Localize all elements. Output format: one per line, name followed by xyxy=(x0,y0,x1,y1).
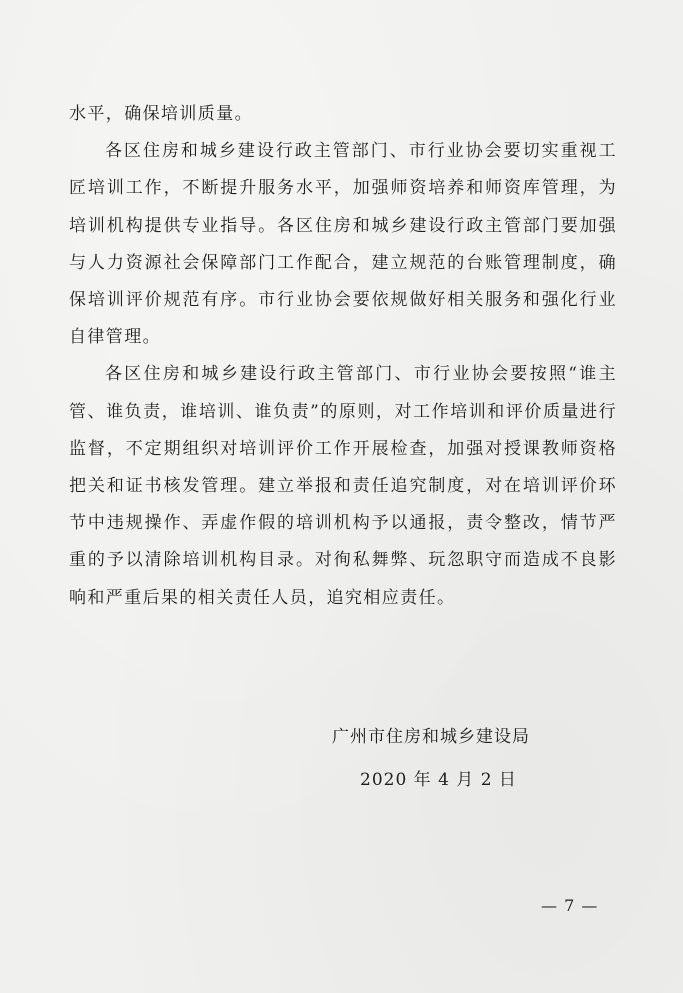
document-body xyxy=(69,96,617,617)
issuing-organization: 广州市住房和城乡建设局 xyxy=(332,727,530,747)
paragraph-supervision: 各区住房和城乡建设行政主管部门、市行业协会要按照“谁主管、谁负责，谁培训、谁负责”的原则，对工作培训和评价质量进行监督，不定期组织对培训评价工作开展检查，加强对授课教师资格把关和证书核发管理。建立举报和责任追究制度，对在培训评价环节中违规操作、弄虚作假的培训机构予以通报，责令整改，情节严重的予以清除培训机构目录。对徇私舞弊、玩忽职守而造成不良影响和严重后果的相关责任人员，追究相应责任。 xyxy=(69,364,617,608)
paragraph-training-guidance: 各区住房和城乡建设行政主管部门、市行业协会要切实重视工匠培训工作，不断提升服务水平，加强师资培养和师资库管理，为培训机构提供专业指导。各区住房和城乡建设行政主管部门要加强与人力资源社会保障部门工作配合，建立规范的台账管理制度，确保培训评价规范有序。市行业协会要依规做好相关服务和强化行业自律管理。 xyxy=(69,141,617,348)
issue-date: 2020 年 4 月 2 日 xyxy=(360,770,517,790)
paragraph-continuation: 水平，确保培训质量。 xyxy=(69,104,253,124)
page-number: — 7 — xyxy=(541,896,599,915)
